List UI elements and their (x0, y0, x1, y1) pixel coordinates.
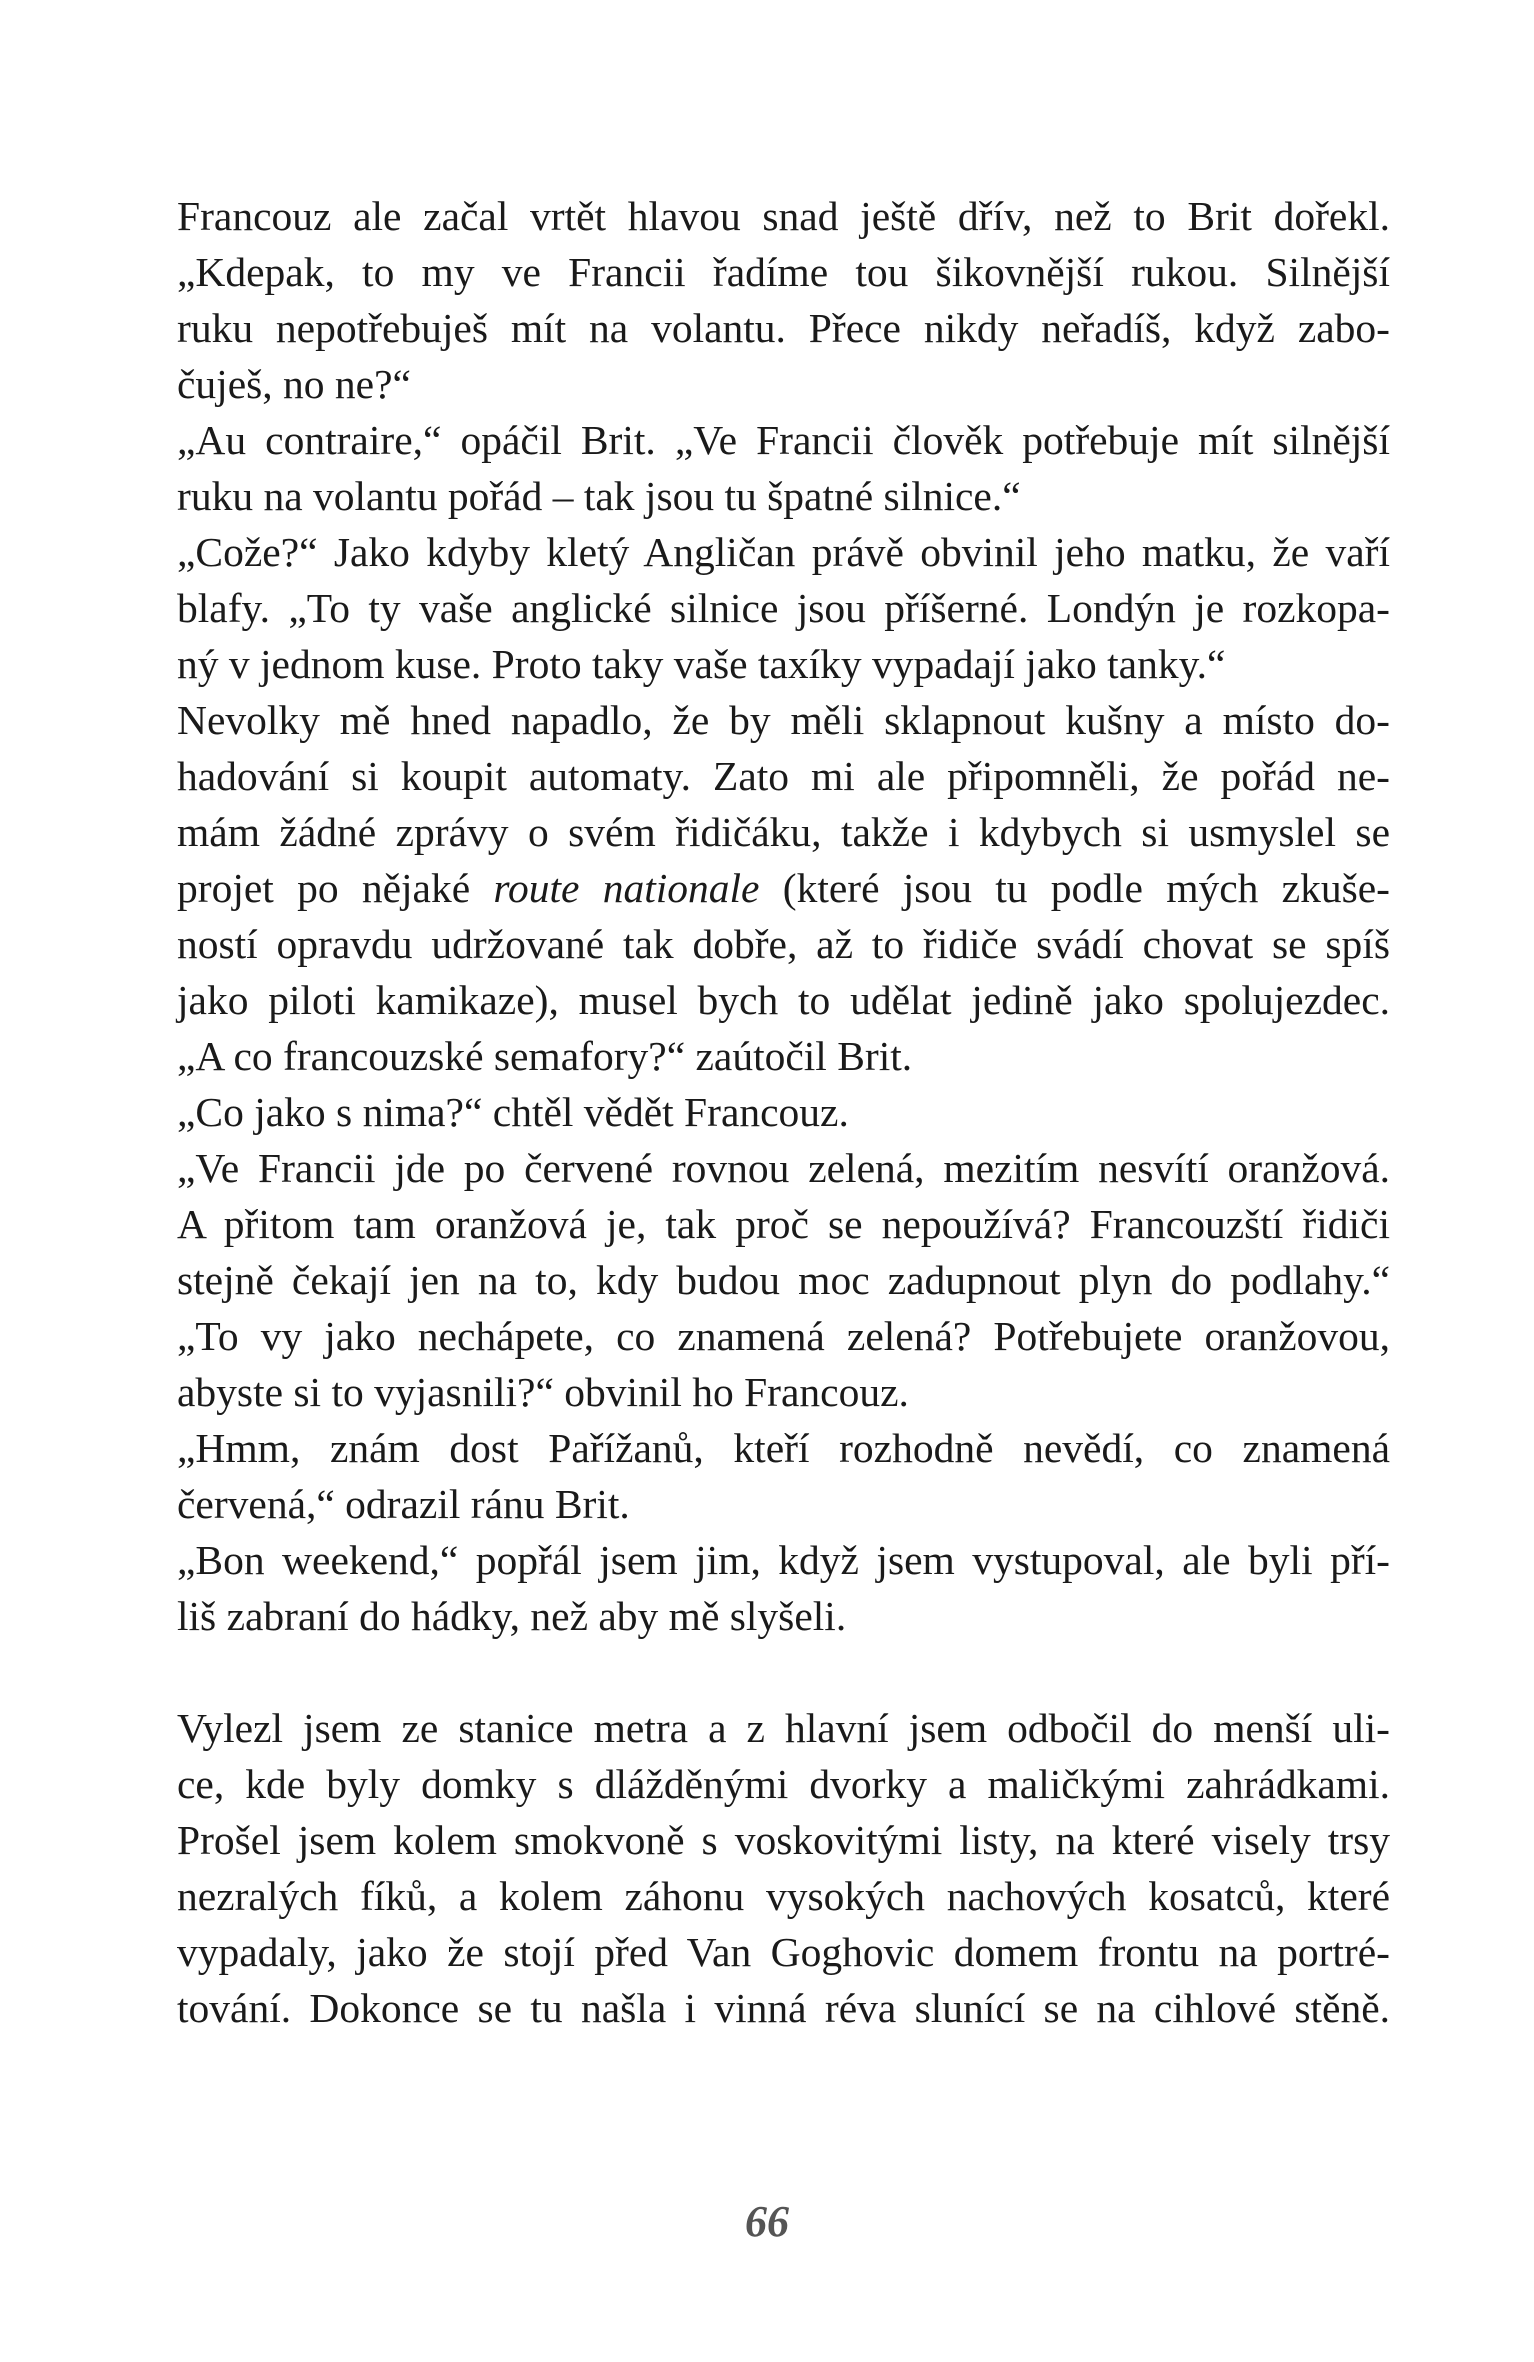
italic-phrase: route nationale (493, 865, 760, 911)
text-line: Prošel jsem kolem smokvoně s voskovitými listy, na které visely trsy (177, 1817, 1390, 1863)
text-line: „A co francouzské semafory?“ zaútočil Brit. (177, 1033, 913, 1079)
text-line: ností opravdu udržované tak dobře, až to řidiče svádí chovat se spíš (177, 921, 1390, 967)
text-line: ruku na volantu pořád – tak jsou tu špatné silnice.“ (177, 473, 1021, 519)
text-line: červená,“ odrazil ránu Brit. (177, 1481, 630, 1527)
text-line: „Ve Francii jde po červené rovnou zelená, mezitím nesvítí oranžová. (177, 1145, 1390, 1191)
text-line: ný v jednom kuse. Proto taky vaše taxíky vypadají jako tanky.“ (177, 641, 1226, 687)
page-number: 66 (745, 2197, 789, 2246)
paragraph-gap (177, 1644, 1390, 1700)
text-line: čuješ, no ne?“ (177, 361, 411, 407)
text-line: abyste si to vyjasnili?“ obvinil ho Francouz. (177, 1369, 909, 1415)
paragraphs (177, 188, 1390, 2036)
text-line: hadování si koupit automaty. Zato mi ale připomněli, že pořád ne- (177, 753, 1390, 799)
text-line: A přitom tam oranžová je, tak proč se nepoužívá? Francouzští řidiči (177, 1201, 1390, 1247)
text-line: „Hmm, znám dost Pařížanů, kteří rozhodně nevědí, co znamená (177, 1425, 1390, 1471)
text-line: blafy. „To ty vaše anglické silnice jsou příšerné. Londýn je rozkopa- (177, 585, 1390, 631)
text-line: „Bon weekend,“ popřál jsem jim, když jsem vystupoval, ale byli pří- (177, 1537, 1390, 1583)
text-segment: (které jsou tu podle mých zkuše- (759, 865, 1390, 911)
text-line (177, 860, 1390, 916)
text-line: stejně čekají jen na to, kdy budou moc zadupnout plyn do podlahy.“ (177, 1257, 1390, 1303)
text-line: „Co jako s nima?“ chtěl vědět Francouz. (177, 1089, 849, 1135)
text-line: nezralých fíků, a kolem záhonu vysokých nachových kosatců, které (177, 1873, 1390, 1919)
text-line: „Kdepak, to my ve Francii řadíme tou šikovnější rukou. Silnější (177, 249, 1390, 295)
text-line: „Au contraire,“ opáčil Brit. „Ve Francii člověk potřebuje mít silnější (177, 417, 1390, 463)
text-line: „To vy jako nechápete, co znamená zelená? Potřebujete oranžovou, (177, 1313, 1390, 1359)
paragraph (177, 188, 1390, 1644)
text-line: liš zabraní do hádky, než aby mě slyšeli. (177, 1593, 847, 1639)
text-line: ruku nepotřebuješ mít na volantu. Přece nikdy neřadíš, když zabo- (177, 305, 1390, 351)
paragraph (177, 1700, 1390, 2036)
text-line: tování. Dokonce se tu našla i vinná réva slunící se na cihlové stěně. (177, 1985, 1390, 2031)
text-line: mám žádné zprávy o svém řidičáku, takže i kdybych si usmyslel se (177, 809, 1390, 855)
text-line: „Cože?“ Jako kdyby kletý Angličan právě obvinil jeho matku, že vaří (177, 529, 1390, 575)
text-line: vypadaly, jako že stojí před Van Goghovic domem frontu na portré- (177, 1929, 1390, 1975)
text-segment: projet po nějaké (177, 865, 494, 911)
text-line: ce, kde byly domky s dlážděnými dvorky a maličkými zahrádkami. (177, 1761, 1390, 1807)
text-line: jako piloti kamikaze), musel bych to udělat jedině jako spolujezdec. (177, 977, 1390, 1023)
text-line: Nevolky mě hned napadlo, že by měli sklapnout kušny a místo do- (177, 697, 1390, 743)
text-line: Vylezl jsem ze stanice metra a z hlavní jsem odbočil do menší uli- (177, 1705, 1390, 1751)
page-text (177, 188, 1390, 2036)
text-line: Francouz ale začal vrtět hlavou snad ještě dřív, než to Brit dořekl. (177, 193, 1390, 239)
